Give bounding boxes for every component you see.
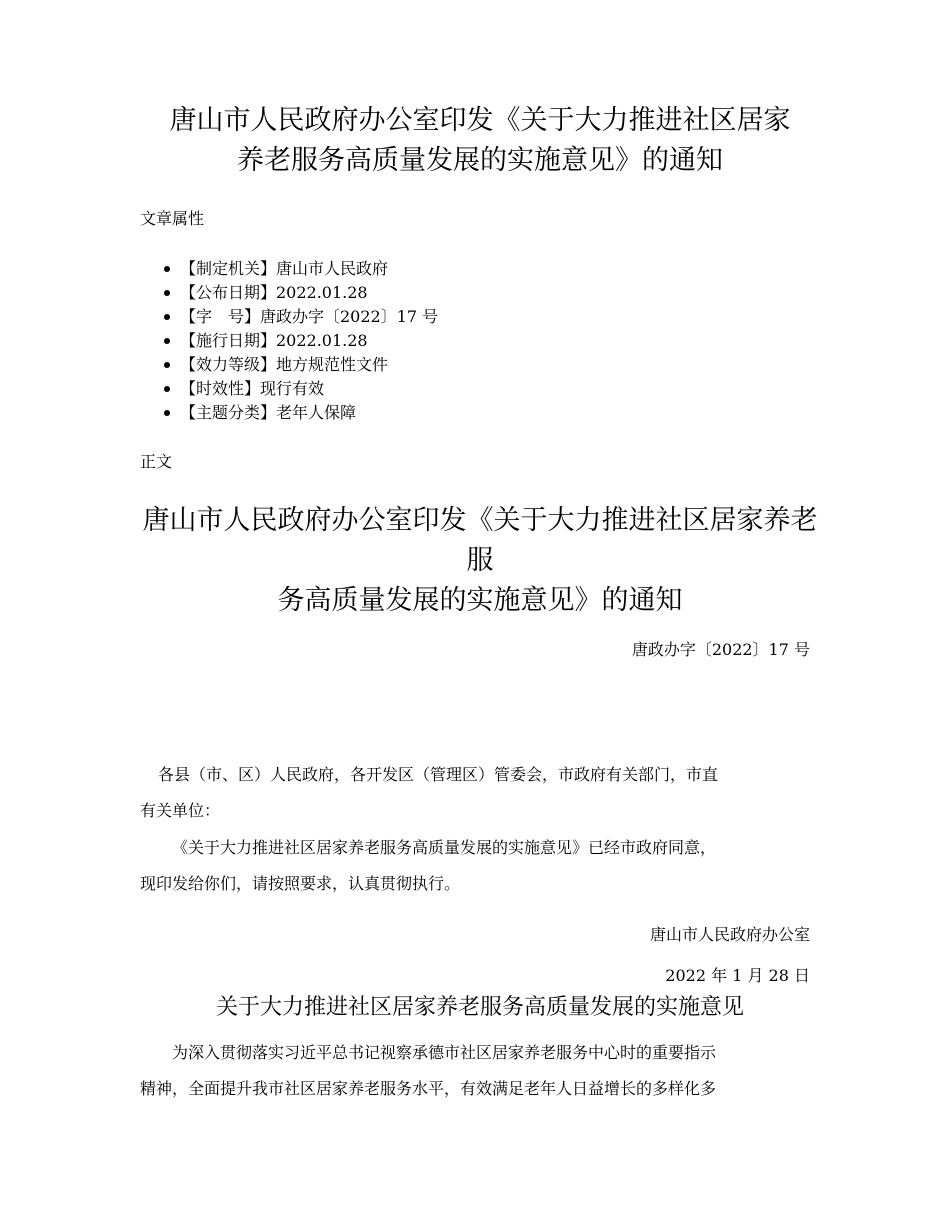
- body-label: 正文: [140, 452, 173, 471]
- document-title: [140, 101, 820, 181]
- issuer-signature: 唐山市人民政府办公室: [649, 925, 810, 944]
- document-title-line-1: 唐山市人民政府办公室印发《关于大力推进社区居家: [169, 105, 791, 136]
- body-title-line-2: 务高质量发展的实施意见》的通知: [277, 585, 683, 616]
- issue-date: 2022 年 1 月 28 日: [665, 966, 810, 985]
- opinion-line-1: 为深入贯彻落实习近平总书记视察承德市社区居家养老服务中心时的重要指示: [172, 1043, 717, 1062]
- attribute-topic: 【主题分类】老年人保障: [180, 401, 438, 425]
- attribute-issuing-authority: 【制定机关】唐山市人民政府: [180, 257, 438, 281]
- attribute-validity: 【时效性】现行有效: [180, 377, 438, 401]
- attributes-label: 文章属性: [140, 209, 205, 228]
- document-title-line-2: 养老服务高质量发展的实施意见》的通知: [237, 145, 723, 176]
- opinion-paragraph: [140, 1035, 820, 1107]
- notice-line-2: 现印发给你们，请按照要求，认真贯彻执行。: [140, 874, 461, 893]
- attribute-effective-date: 【施行日期】2022.01.28: [180, 329, 438, 353]
- attribute-legal-level: 【效力等级】地方规范性文件: [180, 353, 438, 377]
- salutation-line-2: 有关单位：: [140, 801, 221, 820]
- body-title-line-1: 唐山市人民政府办公室印发《关于大力推进社区居家养老服: [142, 505, 818, 576]
- attribute-document-number: 【字 号】唐政办字〔2022〕17 号: [180, 305, 438, 329]
- attributes-list: [180, 257, 438, 425]
- notice-line-1: 《关于大力推进社区居家养老服务高质量发展的实施意见》已经市政府同意，: [172, 838, 717, 857]
- document-number: 唐政办字〔2022〕17 号: [631, 640, 810, 659]
- notice-paragraph: [140, 830, 820, 902]
- salutation-paragraph: [140, 757, 820, 829]
- opinion-line-2: 精神，全面提升我市社区居家养老服务水平，有效满足老年人日益增长的多样化多: [140, 1079, 717, 1098]
- body-title: [140, 501, 820, 621]
- opinion-title: 关于大力推进社区居家养老服务高质量发展的实施意见: [215, 995, 744, 1020]
- salutation-line-1: 各县（市、区）人民政府，各开发区（管理区）管委会，市政府有关部门，市直: [158, 765, 719, 784]
- attribute-publish-date: 【公布日期】2022.01.28: [180, 281, 438, 305]
